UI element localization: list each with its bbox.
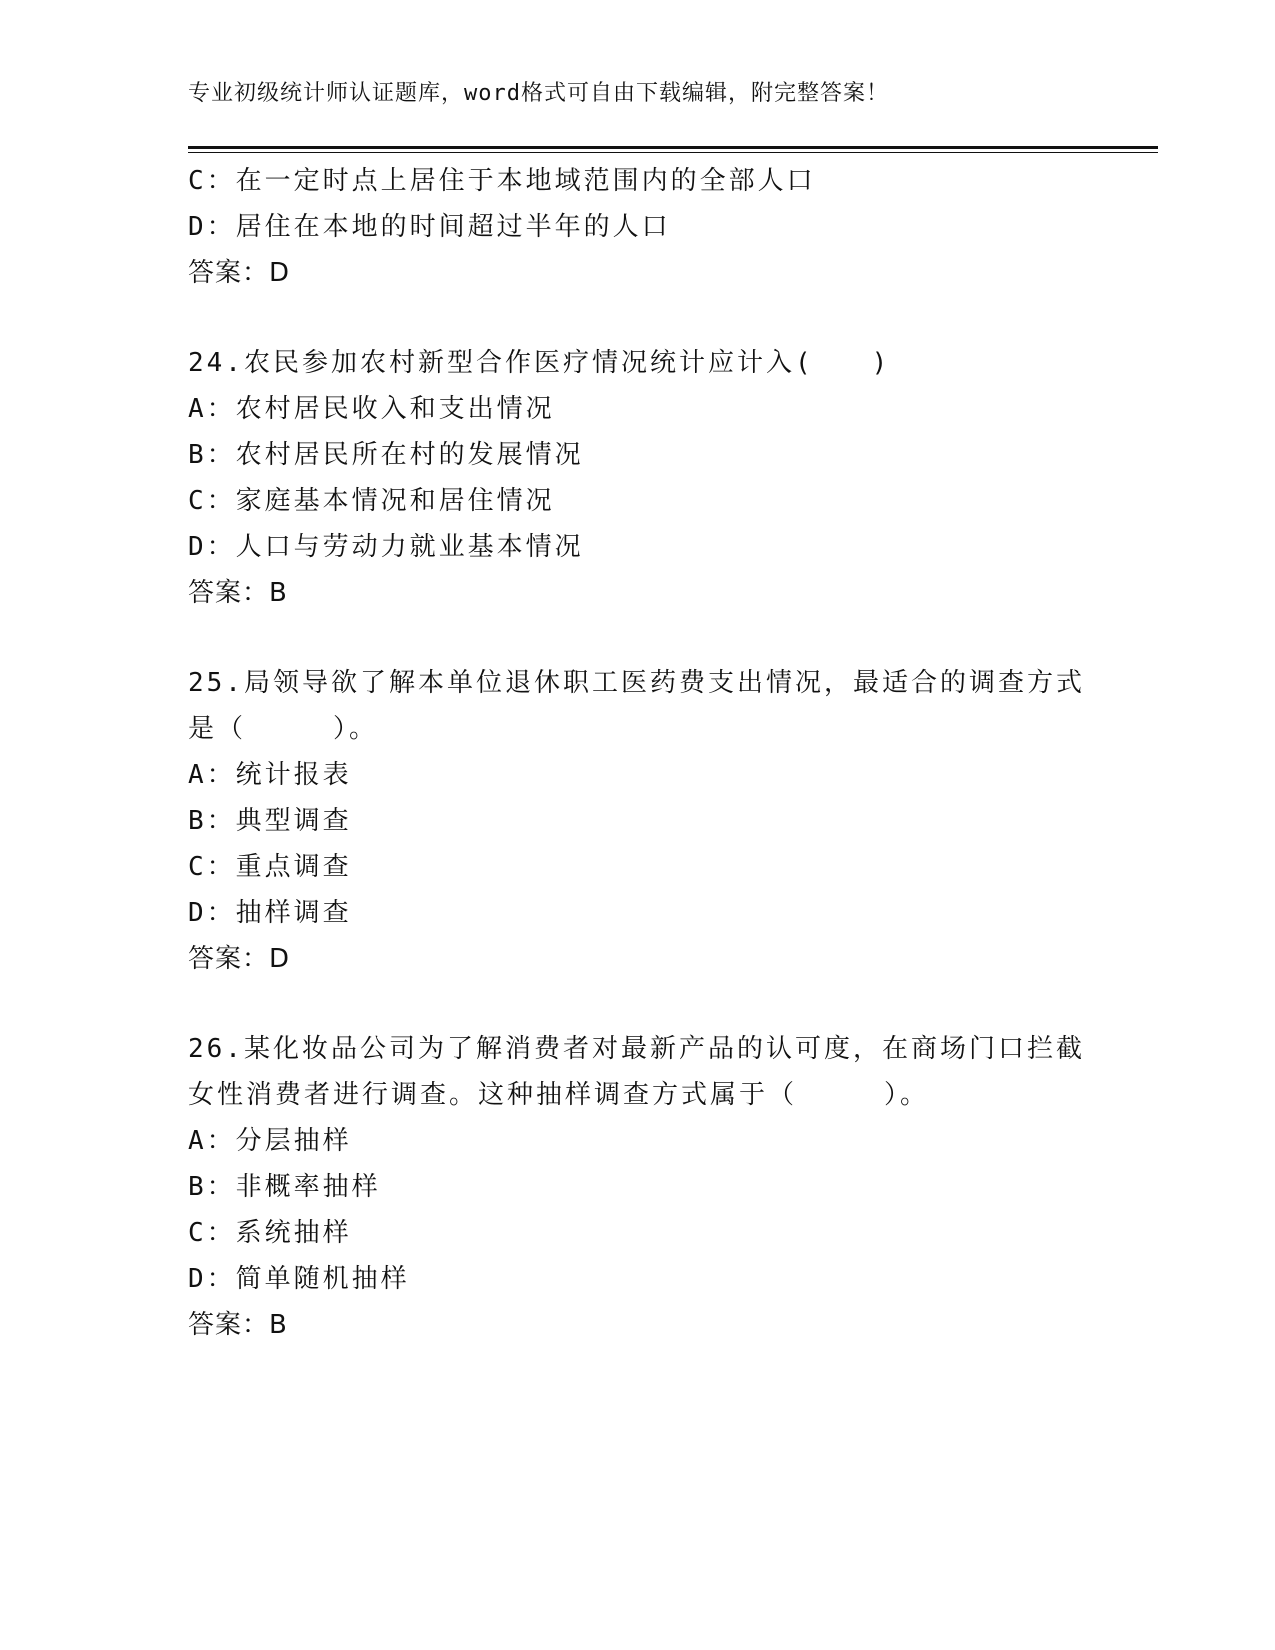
prev-question [188, 158, 1088, 296]
question-24 [188, 340, 1088, 616]
option-c: C：在一定时点上居住于本地域范围内的全部人口 [188, 166, 816, 196]
option-a: A：统计报表 [188, 760, 352, 790]
option-b: B：非概率抽样 [188, 1172, 381, 1202]
option-c: C：系统抽样 [188, 1218, 352, 1248]
option-b: B：农村居民所在村的发展情况 [188, 440, 584, 470]
answer-line: 答案：D [188, 258, 291, 288]
question-stem-continued: 女性消费者进行调查。这种抽样调查方式属于（ ）。 [188, 1080, 930, 1110]
option-a: A：农村居民收入和支出情况 [188, 394, 555, 424]
header-rule-thick [188, 146, 1158, 149]
option-d: D：人口与劳动力就业基本情况 [188, 532, 584, 562]
question-stem-continued: 是（ ）。 [188, 714, 379, 744]
option-c: C：家庭基本情况和居住情况 [188, 486, 555, 516]
question-stem: 25.局领导欲了解本单位退休职工医药费支出情况，最适合的调查方式 [188, 668, 1085, 698]
option-d: D：抽样调查 [188, 898, 352, 928]
header-rule-thin [188, 152, 1158, 153]
question-25 [188, 660, 1088, 982]
question-26 [188, 1026, 1088, 1348]
question-stem: 26.某化妆品公司为了解消费者对最新产品的认可度，在商场门口拦截 [188, 1034, 1085, 1064]
answer-line: 答案：D [188, 944, 291, 974]
answer-line: 答案：B [188, 578, 288, 608]
answer-line: 答案：B [188, 1310, 288, 1340]
option-d: D：居住在本地的时间超过半年的人口 [188, 212, 671, 242]
question-content [188, 158, 1088, 1348]
page-header: 专业初级统计师认证题库，word格式可自由下载编辑，附完整答案！ [188, 81, 889, 106]
option-b: B：典型调查 [188, 806, 352, 836]
spacer [188, 982, 1088, 1026]
spacer [188, 296, 1088, 340]
option-d: D：简单随机抽样 [188, 1264, 410, 1294]
option-c: C：重点调查 [188, 852, 352, 882]
question-stem: 24.农民参加农村新型合作医疗情况统计应计入( ) [188, 348, 891, 378]
option-a: A：分层抽样 [188, 1126, 352, 1156]
spacer [188, 616, 1088, 660]
